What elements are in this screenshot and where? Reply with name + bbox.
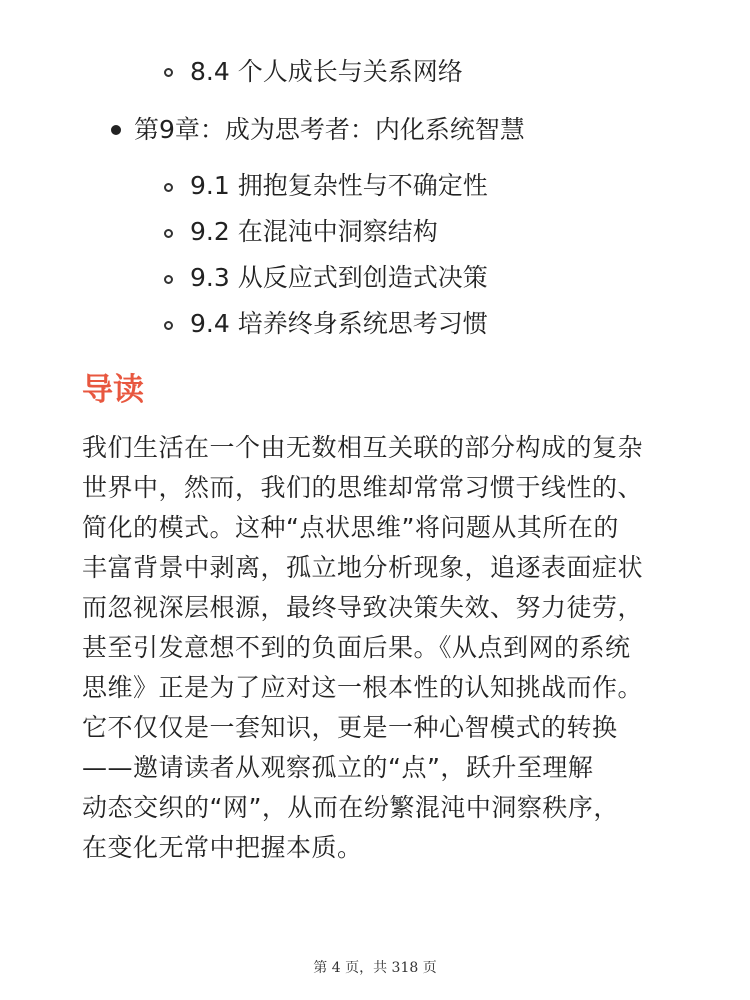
toc-subitem-9-1[interactable]: 9.1 拥抱复杂性与不确定性: [190, 171, 488, 200]
paragraph-line: 而忽视深层根源，最终导致决策失效、努力徒劳，: [82, 593, 644, 622]
page-number-footer: 第 4 页，共 318 页: [313, 960, 437, 976]
paragraph-line: 思维》正是为了应对这一根本性的认知挑战而作。: [82, 673, 644, 702]
section-heading: 导读: [82, 372, 144, 408]
paragraph-line: 它不仅仅是一套知识，更是一种心智模式的转换: [82, 713, 618, 742]
open-circle-bullet-icon: [164, 183, 173, 192]
toc-subitem-8-4[interactable]: 8.4 个人成长与关系网络: [190, 57, 463, 86]
open-circle-bullet-icon: [164, 68, 173, 77]
paragraph-line: 世界中，然而，我们的思维却常常习惯于线性的、: [82, 473, 644, 502]
open-circle-bullet-icon: [164, 321, 173, 330]
paragraph-line: ——邀请读者从观察孤立的“点”，跃升至理解: [82, 753, 594, 782]
paragraph-line: 简化的模式。这种“点状思维”将问题从其所在的: [82, 513, 619, 542]
paragraph-line: 丰富背景中剥离，孤立地分析现象，追逐表面症状: [82, 553, 644, 582]
toc-chapter-9[interactable]: 第9章：成为思考者：内化系统智慧: [134, 115, 525, 144]
open-circle-bullet-icon: [164, 229, 173, 238]
open-circle-bullet-icon: [164, 275, 173, 284]
toc-subitem-9-2[interactable]: 9.2 在混沌中洞察结构: [190, 217, 438, 246]
paragraph-line: 我们生活在一个由无数相互关联的部分构成的复杂: [82, 433, 644, 462]
toc-subitem-9-4[interactable]: 9.4 培养终身系统思考习惯: [190, 309, 488, 338]
paragraph-line: 在变化无常中把握本质。: [82, 833, 363, 862]
filled-circle-bullet-icon: [111, 125, 121, 135]
paragraph-line: 动态交织的“网”，从而在纷繁混沌中洞察秩序，: [82, 793, 619, 822]
paragraph-line: 甚至引发意想不到的负面后果。《从点到网的系统: [82, 633, 631, 662]
toc-subitem-9-3[interactable]: 9.3 从反应式到创造式决策: [190, 263, 488, 292]
intro-paragraph: [82, 428, 682, 868]
